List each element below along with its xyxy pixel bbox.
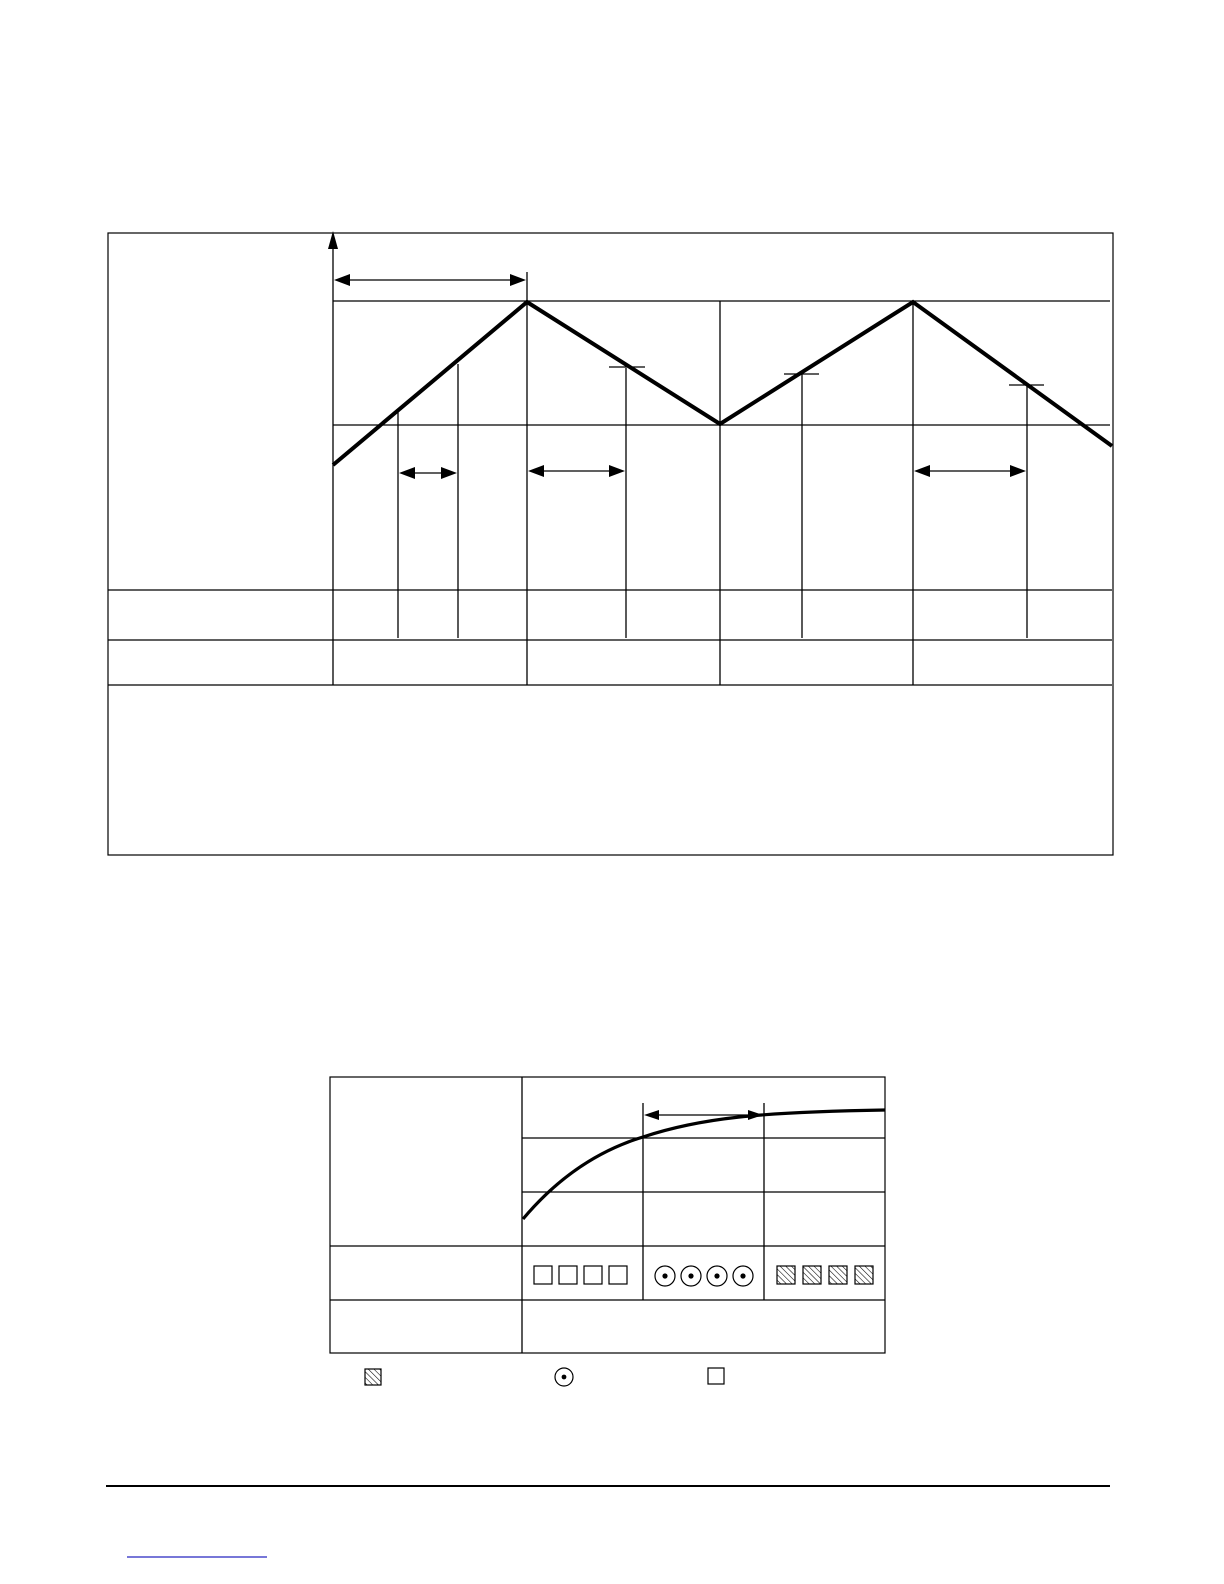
interval-arrow-3-left-head xyxy=(914,465,930,477)
empty-square-icon xyxy=(559,1266,577,1284)
empty-square-group xyxy=(534,1266,627,1284)
vertical-markers xyxy=(398,272,1027,685)
hatched-square-icon xyxy=(803,1266,821,1284)
page-footer xyxy=(106,1486,1110,1557)
interval-arrow-1-left-head xyxy=(399,467,415,479)
interval-arrow-1-right-head xyxy=(441,467,457,479)
hatched-square-icon xyxy=(829,1266,847,1284)
legend-empty-square-icon xyxy=(708,1368,724,1384)
legend xyxy=(365,1368,724,1386)
empty-square-icon xyxy=(609,1266,627,1284)
top-timing-figure xyxy=(108,231,1113,855)
hatched-square-group xyxy=(777,1266,873,1284)
saturation-curve xyxy=(523,1110,885,1219)
top-figure-frame xyxy=(108,233,1113,855)
bottom-saturation-figure xyxy=(330,1077,885,1386)
rise-time-arrow-left-head xyxy=(334,274,350,286)
legend-hatched-square-icon xyxy=(365,1369,381,1385)
empty-square-icon xyxy=(534,1266,552,1284)
interval-arrow-2-right-head xyxy=(609,465,625,477)
circled-dot-group xyxy=(655,1266,753,1286)
bottom-figure-frame xyxy=(330,1077,885,1353)
interval-arrow-3-right-head xyxy=(1010,465,1026,477)
settling-arrow-left-head xyxy=(644,1110,659,1120)
triangular-waveform xyxy=(333,302,1112,465)
empty-square-icon xyxy=(584,1266,602,1284)
interval-arrow-2-left-head xyxy=(528,465,544,477)
y-axis-arrowhead xyxy=(328,231,338,249)
hatched-square-icon xyxy=(777,1266,795,1284)
hatched-square-icon xyxy=(855,1266,873,1284)
rise-time-arrow-right-head xyxy=(510,274,526,286)
